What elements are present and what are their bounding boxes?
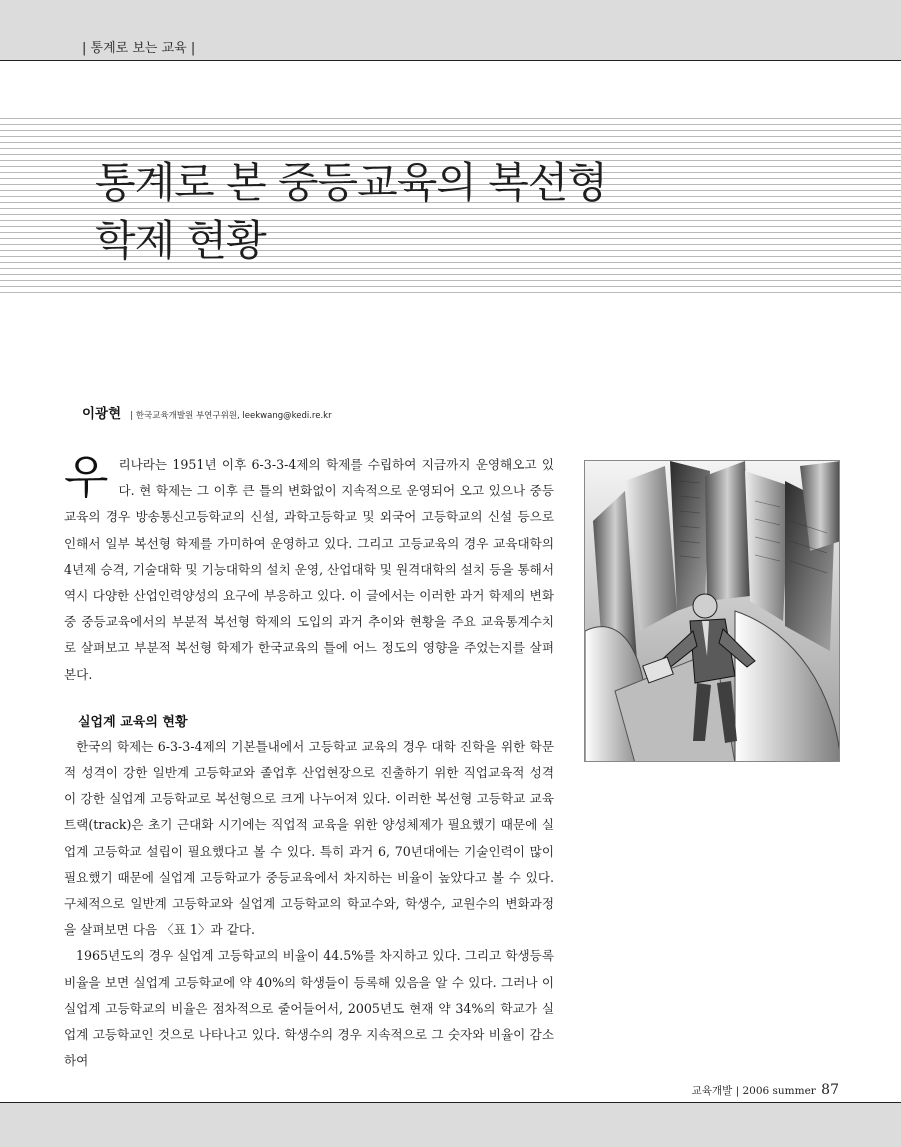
city-illustration-image bbox=[584, 460, 840, 762]
article-title-line2: 학제 현황 bbox=[95, 216, 266, 265]
body-paragraph-2: 1965년도의 경우 실업계 고등학교의 비율이 44.5%를 차지하고 있다. 그리고 학생등록비율을 보면 실업계 고등학교에 약 40%의 학생들이 등록해 있음을 알 수 있다. 그러나 이 실업계 고등학교의 비율은 점차적으로 줄어들어서, 2005년도 현재 약 34%의 학교가 실업계 고등학교인 것으로 나타나고 있다. 학생수의 경우 지속적으로 그 숫자와 비율이 감소하여 bbox=[64, 948, 554, 1069]
footer-band bbox=[0, 1102, 901, 1147]
footer-text bbox=[692, 1082, 839, 1098]
author-name: 이광현 bbox=[82, 406, 122, 422]
body-paragraph-1: 한국의 학제는 6-3-3-4제의 기본틀내에서 고등학교 교육의 경우 대학 진학을 위한 학문적 성격이 강한 일반계 고등학교와 졸업후 산업현장으로 진출하기 위한 직업교육적 성격이 강한 실업계 고등학교로 복선형으로 크게 나누어져 있다. 이러한 복선형 고등학교 교육트랙(track)은 초기 근대화 시기에는 직업적 교육을 위한 양성체제가 필요했기 때문에 실업계 고등학교 설립이 필요했다고 볼 수 있다. 특히 과거 6, 70년대에는 기술인력이 많이 필요했기 때문에 실업계 고등학교가 중등교육에서 차지하는 비율이 높았다고 볼 수 있다. 구체적으로 일반계 고등학교와 실업계 고등학교의 학교수와, 학생수, 교원수의 변화과정을 살펴보면 다음 〈표 1〉과 같다. bbox=[64, 738, 554, 938]
dropcap: 우 bbox=[64, 450, 109, 504]
article-title bbox=[95, 154, 715, 270]
intro-text: 리나라는 1951년 이후 6-3-3-4제의 학제를 수립하여 지금까지 운영해오고 있다. 현 학제는 그 이후 큰 틀의 변화없이 지속적으로 운영되어 오고 있으나 중등교육의 경우 방송통신고등학교의 신설, 과학고등학교 및 외국어 고등학교의 신설 등으로 인해서 일부 복선형 학제를 가미하여 운영하고 있다. 그리고 고등교육의 경우 교육대학의 4년제 승격, 기술대학 및 기능대학의 설치 운영, 산업대학 및 원격대학의 설치 등을 통해서 역시 다양한 산업인력양성의 요구에 부응하고 있다. 이 글에서는 이러한 과거 학제의 변화 중 중등교육에서의 부분적 복선형 학제의 도입의 과거 추이와 현황을 주요 교육통계수치로 살펴보고 부분적 복선형 학제가 한국교육의 틀에 어느 정도의 영향을 주었는지를 살펴본다. bbox=[64, 457, 554, 682]
section-label: | 통계로 보는 교육 | bbox=[82, 41, 196, 56]
page-number: 87 bbox=[821, 1082, 839, 1098]
article-body bbox=[64, 452, 554, 1074]
article-title-line1: 통계로 본 중등교육의 복선형 bbox=[95, 158, 607, 207]
section-heading: 실업계 교육의 현황 bbox=[78, 714, 188, 730]
intro-paragraph bbox=[64, 452, 554, 688]
footer-publication: 교육개발 | 2006 summer bbox=[691, 1085, 816, 1097]
author-affiliation: | 한국교육개발원 부연구위원, leekwang@kedi.re.kr bbox=[130, 411, 332, 421]
author-byline bbox=[82, 402, 332, 422]
